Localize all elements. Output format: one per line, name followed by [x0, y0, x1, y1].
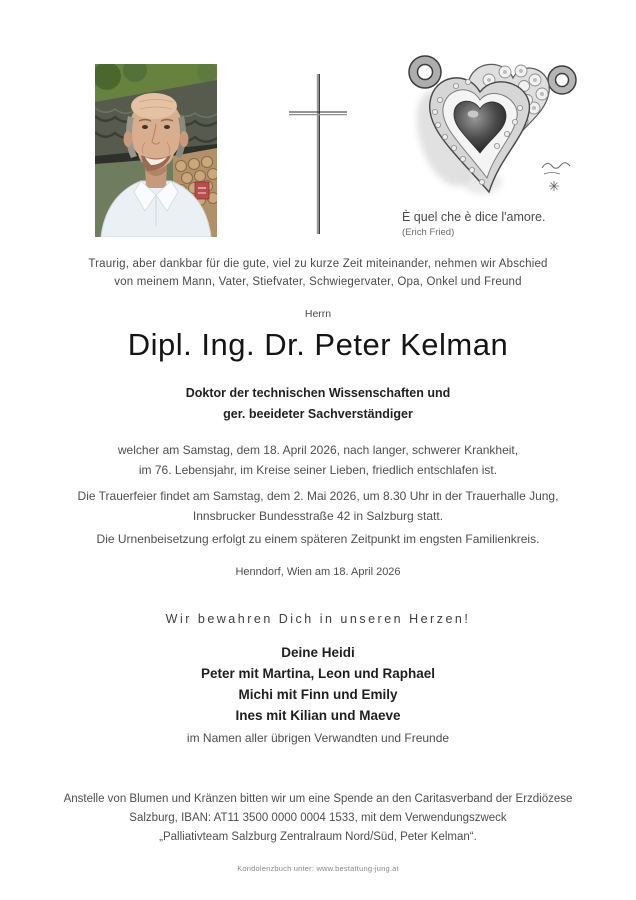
- family-line: Deine Heidi: [281, 645, 355, 660]
- titles-line-2: ger. beeideter Sachverständiger: [223, 407, 413, 421]
- death-line-1: welcher am Samstag, dem 18. April 2026, nach langer, schwerer Krankheit,: [117, 443, 519, 457]
- academic-titles: [0, 383, 636, 425]
- family-footer-note: im Namen aller übrigen Verwandten und Freunde: [186, 731, 450, 745]
- remembrance-motto: Wir bewahren Dich in unseren Herzen!: [165, 612, 471, 626]
- urn-burial-note: Die Urnenbeisetzung erfolgt zu einem späteren Zeitpunkt im engsten Familienkreis.: [96, 532, 540, 546]
- heart-pendant-drawing: [396, 42, 588, 202]
- donation-paragraph: [0, 790, 636, 847]
- place-dateline: Henndorf, Wien am 18. April 2026: [235, 566, 401, 578]
- funeral-line-1: Die Trauerfeier findet am Samstag, dem 2. Mai 2026, um 8.30 Uhr in der Trauerhalle Jung,: [77, 489, 559, 503]
- titles-line-1: Doktor der technischen Wissenschaften und: [185, 386, 451, 400]
- quote-attribution: (Erich Fried): [402, 227, 455, 238]
- family-line: Peter mit Martina, Leon und Raphael: [200, 666, 436, 681]
- donation-line-2: Salzburg, IBAN: AT11 3500 0000 0004 1533, mit dem Verwendungszweck: [129, 812, 507, 824]
- deceased-name: Dipl. Ing. Dr. Peter Kelman: [127, 327, 509, 362]
- donation-line-3: „Palliativteam Salzburg Zentralraum Nord/Süd, Peter Kelman“.: [159, 831, 477, 843]
- salutation: Herrn: [304, 308, 332, 320]
- death-notice-paragraph: [0, 440, 636, 480]
- mourning-family-list: [0, 642, 636, 726]
- funeral-line-2: Innsbrucker Bundesstraße 42 in Salzburg statt.: [192, 509, 444, 523]
- quote-text: È quel che è dice l'amore.: [402, 210, 546, 224]
- intro-line-2: von meinem Mann, Vater, Stiefvater, Schwiegervater, Opa, Onkel und Freund: [114, 275, 522, 288]
- intro-paragraph: [0, 256, 636, 291]
- family-line: Ines mit Kilian und Maeve: [235, 708, 401, 723]
- cross-icon: [288, 73, 348, 235]
- donation-line-1: Anstelle von Blumen und Kränzen bitten wir um eine Spende an den Caritasverband der Erzdiözese: [63, 793, 573, 805]
- quote-block: [402, 210, 592, 238]
- funeral-info-paragraph: [0, 486, 636, 526]
- family-line: Michi mit Finn und Emily: [238, 687, 398, 702]
- portrait-photo: [95, 64, 217, 237]
- artist-signature: [542, 163, 570, 191]
- condolence-book-url: Kondolenzbuch unter: www.bestattung-jung.at: [237, 864, 399, 873]
- intro-line-1: Traurig, aber dankbar für die gute, viel zu kurze Zeit miteinander, nehmen wir Abschied: [88, 258, 548, 270]
- death-line-2: im 76. Lebensjahr, im Kreise seiner Lieben, friedlich entschlafen ist.: [138, 463, 498, 477]
